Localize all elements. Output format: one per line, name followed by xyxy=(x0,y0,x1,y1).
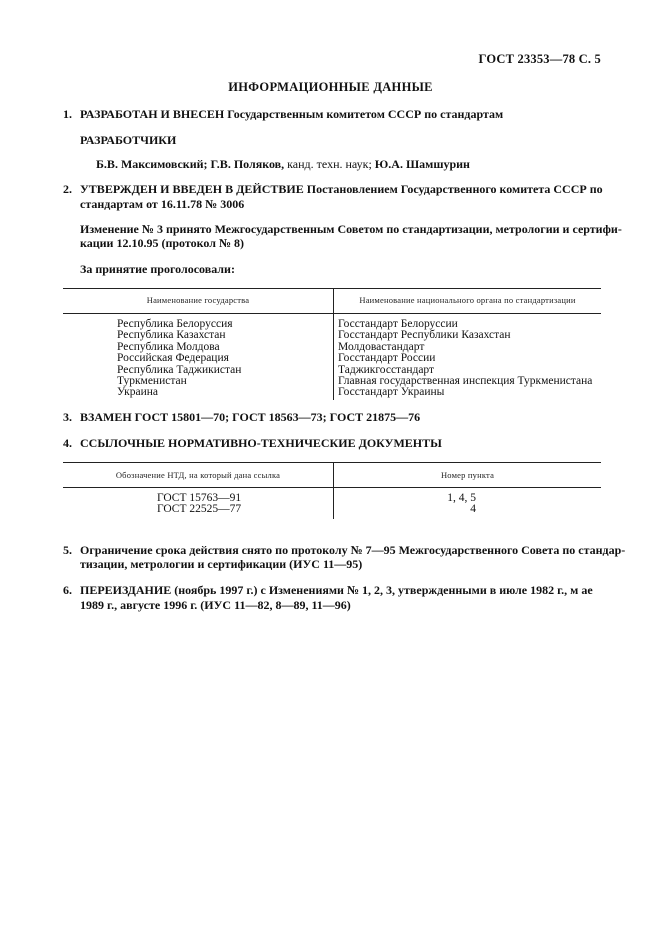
section-3 xyxy=(63,410,420,425)
page-header-ref: ГОСТ 23353—78 С. 5 xyxy=(478,52,601,66)
table-row: Республика Молдова xyxy=(117,340,220,353)
change-note-line-2: кации 12.10.95 (протокол № 8) xyxy=(80,236,245,250)
table-row: ГОСТ 15763—91 xyxy=(157,492,242,504)
table-2-header-rule xyxy=(63,487,601,488)
section-5-number: 5. xyxy=(63,543,72,557)
table-row: Республика Таджикистан xyxy=(117,363,242,376)
table-row: 4 xyxy=(470,503,476,516)
section-4-text: ССЫЛОЧНЫЕ НОРМАТИВНО-ТЕХНИЧЕСКИЕ ДОКУМЕНТЫ xyxy=(80,436,442,450)
table-row: Молдовастандарт xyxy=(338,340,425,353)
table-row: Госстандарт Республики Казахстан xyxy=(338,329,511,342)
section-3-number: 3. xyxy=(63,410,72,424)
section-4-number: 4. xyxy=(63,436,72,450)
table-row: Госстандарт Белоруссии xyxy=(338,318,458,330)
section-2-line-2: стандартам от 16.11.78 № 3006 xyxy=(80,197,245,211)
table-1-top-rule xyxy=(63,288,601,289)
table-2-top-rule xyxy=(63,462,601,463)
table-row: Госстандарт Украины xyxy=(338,386,445,399)
section-3-text: ВЗАМЕН ГОСТ 15801—70; ГОСТ 18563—73; ГОСТ 21875—76 xyxy=(80,410,421,424)
table-row: Таджикгосстандарт xyxy=(338,363,435,376)
section-1-number: 1. xyxy=(63,107,72,121)
change-note-line-1: Изменение № 3 принято Межгосударственным Советом по стандартизации, метрологии и сертифи- xyxy=(80,222,622,236)
table-row: Российская Федерация xyxy=(117,352,229,365)
section-4 xyxy=(63,436,442,451)
developers-heading: РАЗРАБОТЧИКИ xyxy=(80,133,177,147)
table-row: Главная государственная инспекция Туркменистана xyxy=(338,375,593,388)
section-6-line-2: 1989 г., августе 1996 г. (ИУС 11—82, 8—89, 11—96) xyxy=(80,598,351,612)
voted-label: За принятие проголосовали: xyxy=(80,262,235,276)
table-2-docs-column xyxy=(157,493,241,516)
developers-degree: канд. техн. наук; xyxy=(287,157,372,171)
table-row: Украина xyxy=(117,386,158,399)
table-row: Республика Казахстан xyxy=(117,329,226,342)
section-5-text-1: Ограничение срока действия снято по протоколу № 7—95 Межгосударственного Совета по стандар- xyxy=(80,543,626,557)
section-5-line-1 xyxy=(63,543,625,558)
section-6-line-1 xyxy=(63,583,593,598)
table-row: 1, 4, 5 xyxy=(447,492,476,504)
table-1-header-rule xyxy=(63,313,601,314)
table-row: ГОСТ 22525—77 xyxy=(157,503,242,516)
developers-names-b: Ю.А. Шамшурин xyxy=(374,157,470,171)
section-2-number: 2. xyxy=(63,182,72,196)
table-1-states-column xyxy=(117,319,241,399)
section-1-text: РАЗРАБОТАН И ВНЕСЕН Государственным комитетом СССР по стандартам xyxy=(80,107,504,121)
table-2-header-doc: Обозначение НТД, на который дана ссылка xyxy=(115,470,281,480)
document-title: ИНФОРМАЦИОННЫЕ ДАННЫЕ xyxy=(228,80,433,94)
table-row: Республика Белоруссия xyxy=(117,318,233,330)
table-2-points-column xyxy=(436,493,476,516)
section-2-line-1 xyxy=(63,182,603,197)
section-2-text-1: УТВЕРЖДЕН И ВВЕДЕН В ДЕЙСТВИЕ Постановлением Государственного комитета СССР по xyxy=(80,182,603,196)
table-1-organs-column xyxy=(338,319,592,399)
developers-names-a: Б.В. Максимовский; Г.В. Поляков, xyxy=(96,157,285,171)
developers-list xyxy=(96,157,470,172)
section-1 xyxy=(63,107,503,122)
table-1-header-organ: Наименование национального органа по стандартизации xyxy=(359,295,576,305)
section-5-line-2: тизации, метрологии и сертификации (ИУС 11—95) xyxy=(80,557,363,571)
table-2-header-point: Номер пункта xyxy=(440,470,495,480)
table-row: Госстандарт России xyxy=(338,352,436,365)
section-6-number: 6. xyxy=(63,583,72,597)
table-1-header-state: Наименование государства xyxy=(146,295,250,305)
table-row: Туркменистан xyxy=(117,375,187,388)
section-6-text-1: ПЕРЕИЗДАНИЕ (ноябрь 1997 г.) с Изменениями № 1, 2, 3, утвержденными в июле 1982 г., м ае xyxy=(80,583,593,597)
